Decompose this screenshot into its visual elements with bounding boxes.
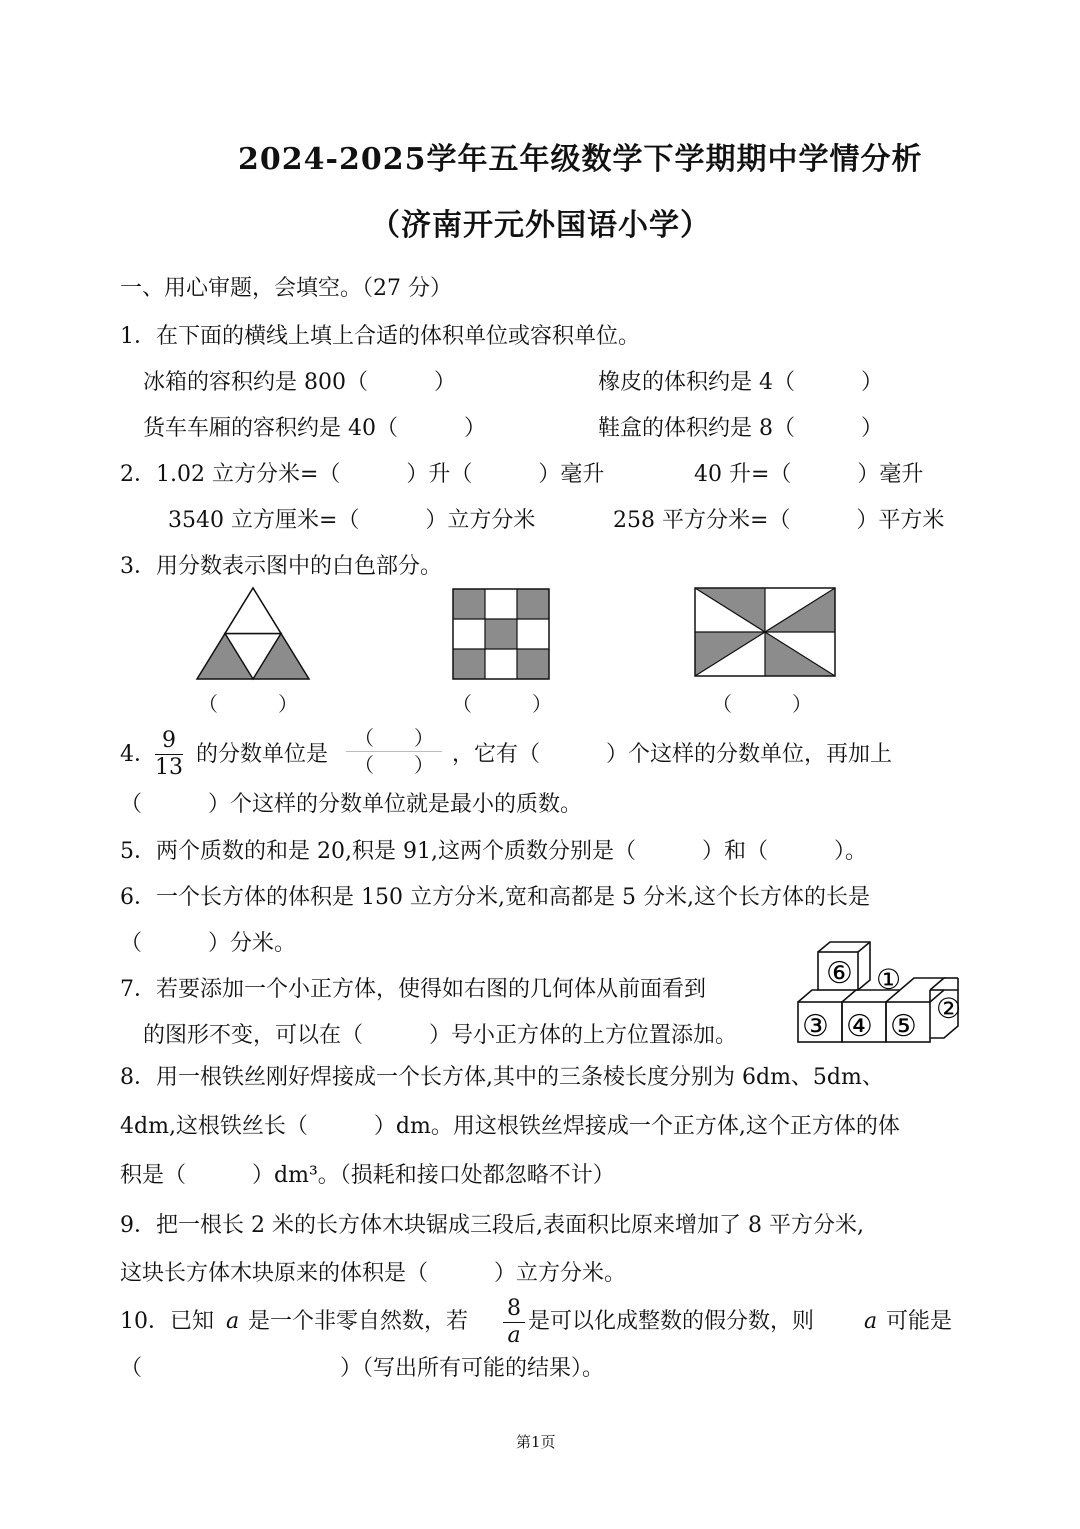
q1-item-shoebox: 鞋盒的体积约是 8（ ） [598,416,883,441]
q2-item-d: 258 平方分米=（ ）平方米 [613,508,945,533]
q2-item-a: 2．1.02 立方分米=（ ）升（ ）毫升 [120,462,605,487]
q10-var2: a [864,1309,878,1334]
q4-prefix: 4． [120,742,156,767]
q3-blank-3: （ ） [712,692,812,716]
q10-prefix: 10．已知 [120,1309,214,1334]
q6-line2: （ ）分米。 [120,931,297,956]
q1-item-fridge: 冰箱的容积约是 800（ ） [143,370,456,395]
q6-line1: 6．一个长方体的体积是 150 立方分米,宽和高都是 5 分米,这个长方体的长是 [120,885,870,910]
q5-text: 5．两个质数的和是 20,积是 91,这两个质数分别是（ ）和（ ）。 [120,839,867,864]
q7-label-6: ⑥ [826,956,853,991]
q1-item-truck: 货车车厢的容积约是 40（ ） [143,416,486,441]
q7-label-2: ② [936,992,962,1025]
q4-blank-denominator: （ ） [354,753,434,777]
q7-label-1: ① [876,963,902,996]
q10-end: 可能是 [886,1309,953,1334]
q10-fraction-denominator: a [507,1323,521,1348]
q10-line2: （ ）（写出所有可能的结果）。 [120,1356,605,1381]
q7-label-3: ③ [802,1009,829,1044]
q7-cube-figure [796,938,966,1048]
q4-fraction [155,728,183,781]
q8-line2: 4dm,这根铁丝长（ ）dm。用这根铁丝焊接成一个正方体,这个正方体的体 [120,1114,900,1139]
q4-line2: （ ）个这样的分数单位就是最小的质数。 [120,792,583,817]
q10-var: a [226,1309,240,1334]
q3-grid-figure [453,589,549,679]
q3-rectangle-figure [695,588,835,676]
page-number: 第1页 [516,1433,556,1451]
q9-line1: 9．把一根长 2 米的长方体木块锯成三段后,表面积比原来增加了 8 平方分米, [120,1213,864,1238]
q7-line2: 的图形不变，可以在（ ）号小正方体的上方位置添加。 [143,1023,738,1048]
q2-item-b: 40 升=（ ）毫升 [694,462,924,487]
q3-blank-1: （ ） [198,692,298,716]
q8-line1: 8．用一根铁丝刚好焊接成一个长方体,其中的三条棱长度分别为 6dm、5dm、 [120,1065,884,1090]
q1-stem: 1．在下面的横线上填上合适的体积单位或容积单位。 [120,324,640,349]
page-subtitle: （济南开元外国语小学） [370,208,711,243]
q3-stem: 3．用分数表示图中的白色部分。 [120,554,442,579]
q4-mid-text: 的分数单位是 [196,742,329,767]
q1-item-eraser: 橡皮的体积约是 4（ ） [598,370,883,395]
page-title: 2024-2025学年五年级数学下学期期中学情分析 [238,142,923,177]
q8-line3: 积是（ ）dm³。（损耗和接口处都忽略不计） [120,1163,615,1188]
q4-rest-text: ，它有（ ）个这样的分数单位，再加上 [452,742,893,767]
q10-fraction-numerator: 8 [507,1296,521,1321]
section-heading: 一、用心审题，会填空。（27 分） [120,276,452,301]
q7-label-5: ⑤ [890,1009,917,1044]
q10-fraction [503,1296,525,1349]
q10-mid2: 是可以化成整数的假分数，则 [528,1309,815,1334]
q3-triangle-figure [197,588,309,680]
q10-mid1: 是一个非零自然数，若 [248,1309,469,1334]
q7-line1: 7．若要添加一个小正方体，使得如右图的几何体从前面看到 [120,977,706,1002]
q4-fraction-numerator: 9 [162,728,176,753]
q3-blank-2: （ ） [452,692,552,716]
q2-item-c: 3540 立方厘米=（ ）立方分米 [168,508,536,533]
q4-fraction-denominator: 13 [155,755,183,780]
q4-blank-fraction [346,725,442,778]
q4-blank-numerator: （ ） [354,726,434,750]
q9-line2: 这块长方体木块原来的体积是（ ）立方分米。 [120,1261,627,1286]
q7-label-4: ④ [846,1009,873,1044]
